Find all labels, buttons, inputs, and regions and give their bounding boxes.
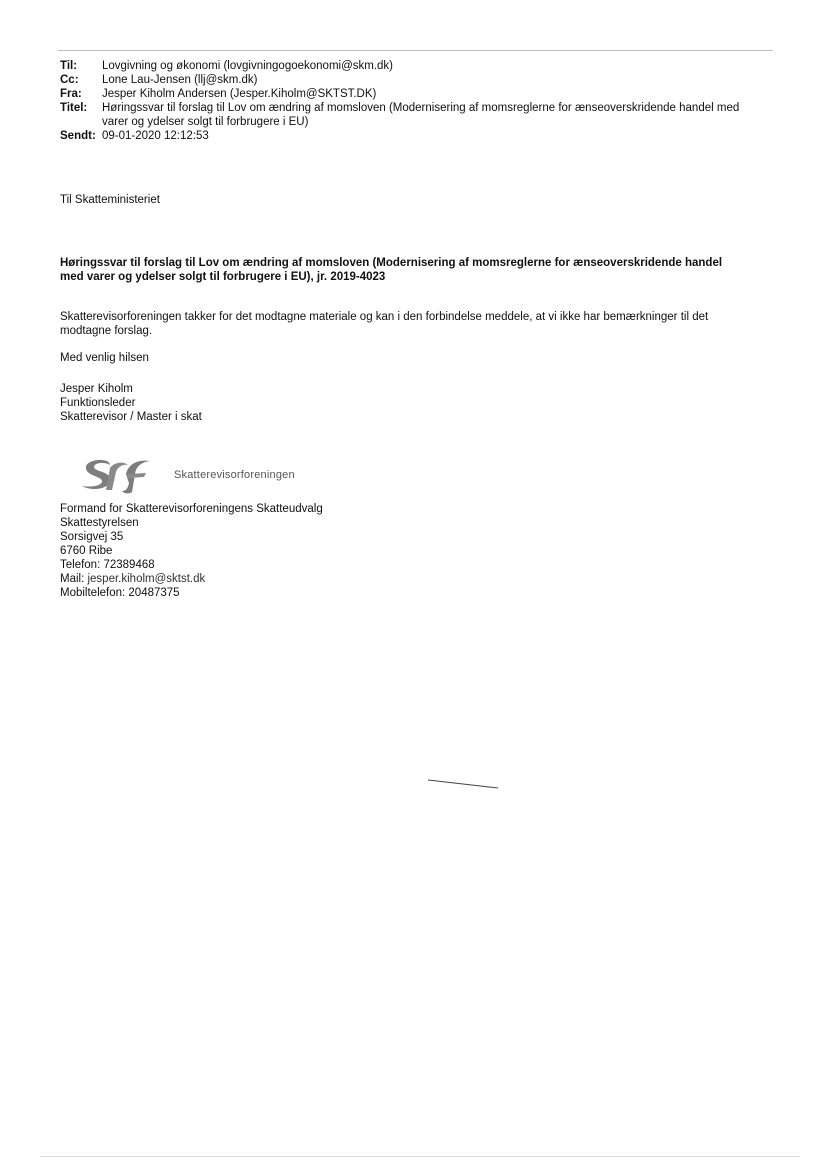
contact-mobile: Mobiltelefon: 20487375 — [60, 587, 180, 599]
header-title-value — [102, 101, 760, 129]
header-divider — [58, 50, 773, 51]
contact-city: 6760 Ribe — [60, 545, 113, 557]
header-title-line-1: Høringssvar til forslag til Lov om ændring af momsloven (Modernisering af momsreglerne for ænseoverskridende handel med — [102, 102, 740, 114]
organization-name: Skatterevisorforeningen — [174, 469, 295, 481]
header-from-row — [60, 87, 760, 101]
signature-title: Skatterevisor / Master i skat — [60, 411, 202, 423]
letter-subject — [60, 256, 750, 284]
letter-subject-line-1: Høringssvar til forslag til Lov om ændring af momsloven (Modernisering af momsreglerne for ænseoverskridende handel — [60, 257, 723, 269]
header-title-row — [60, 101, 760, 129]
scan-pen-stroke — [428, 778, 500, 790]
letter-closing: Med venlig hilsen — [60, 352, 149, 364]
header-cc-label: Cc: — [60, 74, 79, 86]
contact-phone: Telefon: 72389468 — [60, 559, 155, 571]
letter-paragraph-line-1: Skatterevisorforeningen takker for det modtagne materiale og kan i den forbindelse meddele, at vi ikke har bemærkninger til det — [60, 311, 709, 323]
letter-paragraph-line-2: modtagne forslag. — [60, 325, 153, 337]
contact-mail-link[interactable]: jesper.kiholm@sktst.dk — [87, 573, 206, 585]
contact-mail-label: Mail: — [60, 573, 88, 585]
contact-block — [60, 502, 460, 600]
contact-employer: Skattestyrelsen — [60, 517, 139, 529]
header-cc-value: Lone Lau-Jensen (llj@skm.dk) — [102, 74, 258, 86]
header-sent-value: 09-01-2020 12:12:53 — [102, 130, 209, 142]
signature-role: Funktionsleder — [60, 397, 136, 409]
contact-position: Formand for Skatterevisorforeningens Skatteudvalg — [60, 503, 323, 515]
srf-logo-mark-icon — [80, 456, 158, 494]
header-title-line-2: varer og ydelser solgt til forbrugere i EU) — [102, 116, 309, 128]
header-to-value: Lovgivning og økonomi (lovgivningogoekonomi@skm.dk) — [102, 60, 394, 72]
header-cc-row — [60, 73, 760, 87]
organization-logo — [80, 455, 320, 495]
contact-street: Sorsigvej 35 — [60, 531, 124, 543]
header-sent-row — [60, 129, 760, 143]
header-title-label: Titel: — [60, 102, 88, 114]
signature-name: Jesper Kiholm — [60, 383, 133, 395]
header-from-value: Jesper Kiholm Andersen (Jesper.Kiholm@SKTST.DK) — [102, 88, 377, 100]
email-header — [60, 59, 760, 143]
letter-subject-line-2: med varer og ydelser solgt til forbrugere i EU), jr. 2019-4023 — [60, 271, 386, 283]
header-from-label: Fra: — [60, 88, 82, 100]
footer-divider — [40, 1156, 800, 1157]
signature-block — [60, 382, 760, 424]
letter-paragraph — [60, 310, 750, 338]
header-to-row — [60, 59, 760, 73]
letter-greeting: Til Skatteministeriet — [60, 194, 160, 206]
header-to-label: Til: — [60, 60, 78, 72]
header-sent-label: Sendt: — [60, 130, 96, 142]
contact-mail-row — [60, 572, 460, 586]
